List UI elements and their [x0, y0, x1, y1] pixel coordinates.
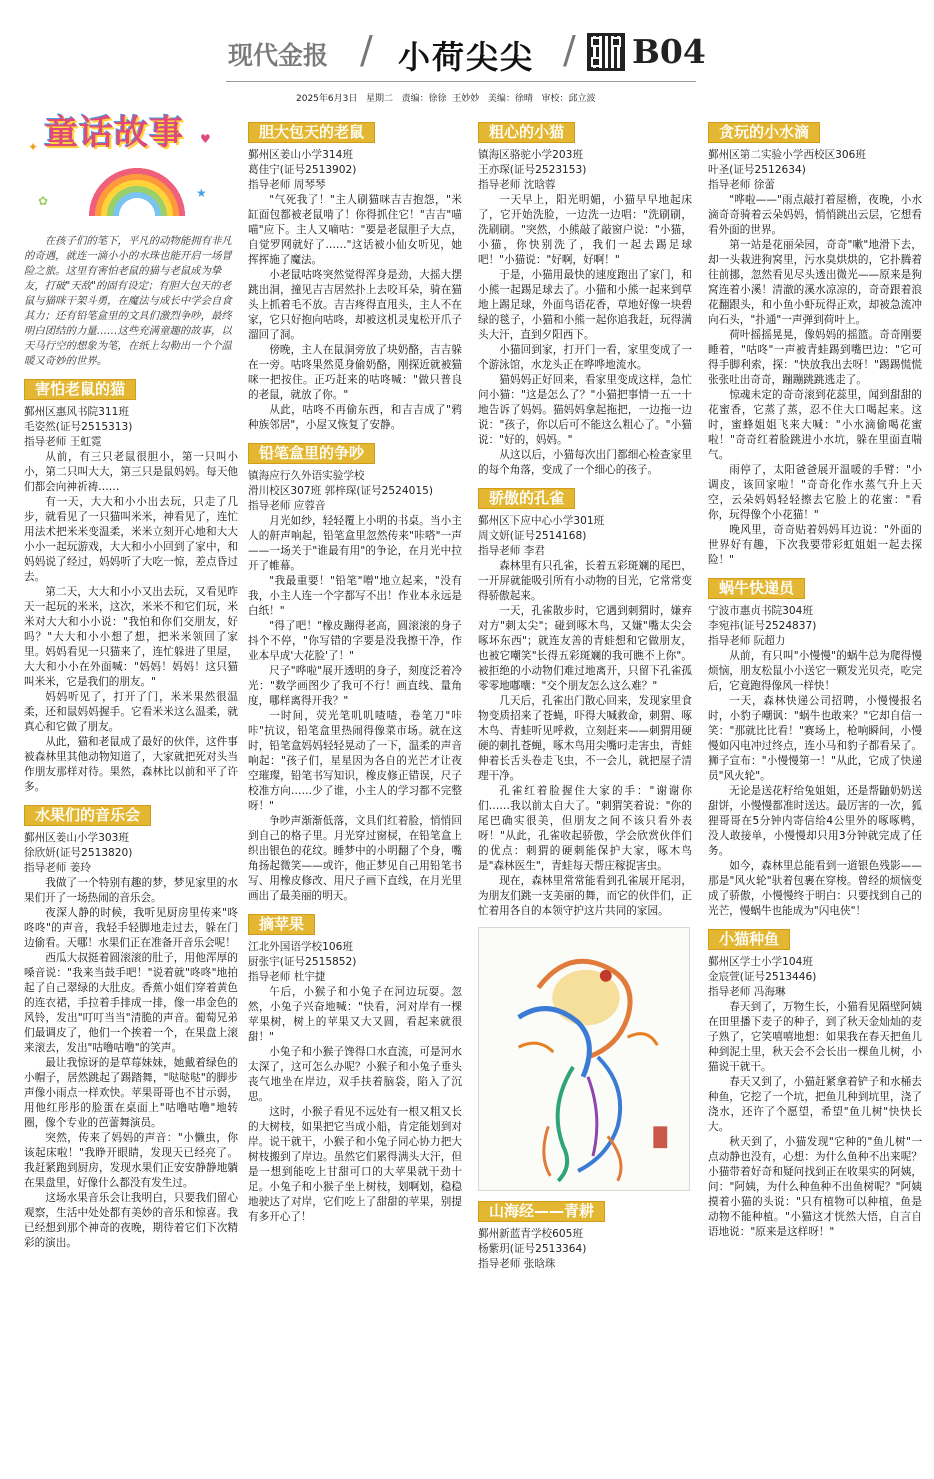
story-school: 鄞州区惠风书院311班	[24, 406, 129, 418]
story-paragraph: "得了吧！"橡皮蹦得老高，圆滚滚的身子抖个不停，"你写错的字要是没我擦干净，作业本早成'大花脸'了！"	[248, 620, 462, 662]
story-paragraph: 雨停了，太阳爸爸展开温暖的手臂："小调皮，该回家啦！"奇奇化作水蒸气升上天空，云朵妈妈轻轻擦去它脸上的花蜜："看你，玩得像个小花猫！"	[708, 464, 922, 521]
story-picking-apples	[248, 904, 462, 1225]
story-paragraph: 小猫回到家，打开门一看，家里变成了一个游泳馆，水龙头正在哗哗地流水。	[478, 344, 692, 371]
flower-icon: ✿	[38, 194, 49, 208]
story-cat-plants-fish	[708, 919, 922, 1240]
story-paragraph: 从前，有三只老鼠很胆小，第一只叫小小，第二只叫大大，第三只是鼠妈妈。每天他们都会向神祈祷……	[24, 451, 238, 493]
story-teacher: 指导老师 徐蕾	[708, 179, 775, 191]
star-icon: ★	[196, 186, 207, 200]
story-paragraph: 荷叶摇摇晃晃，像妈妈的摇篮。奇奇刚要睡着，"咕咚"一声被青蛙踢到嘴巴边："它可得手脚利索，探："快放我出去呀！"踢踢慌慌张张吐出奇奇，蹦蹦跳跳逃走了。	[708, 329, 922, 386]
story-paragraph: "我最重要！"铅笔"噌"地立起来，"没有我，小主人连一个字都写不出！作业本永远是白纸！"	[248, 575, 462, 617]
story-paragraph: 从此，咕咚不再偷东西，和吉吉成了"鸦种族邻居"，小屋又恢复了安静。	[248, 404, 462, 431]
story-paragraph: 这场水果音乐会让我明白，只要我们留心观察，生活中处处都有美妙的音乐和惊喜。我已经想到那个神奇的夜晚，期待着它们下次精彩的演出。	[24, 1192, 238, 1249]
story-title: 骄傲的孔雀	[478, 488, 575, 509]
story-paragraph: 小兔子和小猴子馋得口水直流，可是河水太深了，这可怎么办呢？小猴子和小兔子垂头丧气地坐在岸边，双手扶着脑袋，陷入了沉思。	[248, 1046, 462, 1103]
art-editor: 美编：徐晴	[487, 94, 533, 104]
story-teacher: 指导老师 王虹霓	[24, 436, 102, 448]
story-shanhaijing-qinggeng	[478, 1191, 692, 1272]
page-number: B04	[632, 32, 706, 71]
story-pencil-box	[248, 433, 462, 904]
story-title: 胆大包天的老鼠	[248, 122, 375, 143]
story-paragraph: 傍晚，主人在鼠洞旁放了块奶酪，吉吉躲在一旁。咕咚果然觅身偷奶酪，刚探近就被猫咪一把按住。正巧赶来的咕咚喊："做只普良的老鼠，就放了你。"	[248, 344, 462, 401]
rainbow-icon	[82, 160, 192, 216]
story-paragraph: "哗啦——"雨点敲打着屋檐，夜晚，小水滴奇奇骑着云朵妈妈，悄悄跳出云层，它想看看外面的世界。	[708, 194, 922, 236]
phoenix-illustration	[478, 927, 690, 1191]
story-paragraph: 最让我惊讶的是草莓妹妹，她戴着绿色的小帽子，居然跳起了踢踏舞，"哒哒哒"的脚步声像小雨点一样欢快。苹果哥哥也不甘示弱，用他红彤彤的脸蛋在桌面上"咕噜咕噜"地转圈，像个专业的芭蕾舞演员。	[24, 1057, 238, 1129]
story-title: 贪玩的小水滴	[708, 122, 820, 143]
story-paragraph: 小老鼠咕咚突然觉得浑身是劲，大摇大摆跳出洞，撞见吉吉居然扑上去咬耳朵，骑在猫头上抓着毛不放。吉吉疼得直甩头，主人不在家，它只好抱向咕咚，却被这机灵鬼松开爪子溜回了洞。	[248, 269, 462, 341]
story-paragraph: 一天早上，阳光明媚，小猫早早地起床了，它开始洗脸，一边洗一边唱："洗刷刷，洗刷刷。"突然，小熊敲了敲窗户说："小猫，小猫，你快别洗了，我们一起去踢足球吧！"小猫说："好啊，好啊！"	[478, 194, 692, 266]
story-school: 鄞州区姜山小学303班	[24, 832, 129, 844]
story-bold-mouse	[248, 112, 462, 433]
story-paragraph: 无论是送花籽给兔姐姐，还是帮鼬奶奶送甜饼，小慢慢都准时送达。最厉害的一次，狐狸哥哥在5分钟内寄信给4公里外的啄啄鸭，没人敢接单，小慢慢却只用3分钟就完成了任务。	[708, 785, 922, 857]
dateline	[296, 91, 596, 104]
column-1	[24, 113, 238, 1251]
story-teacher: 指导老师 冯海琳	[708, 986, 786, 998]
story-snail-courier	[708, 568, 922, 919]
story-paragraph: 有一天，大大和小小出去玩，只走了几步，就看见了一只猫叫米米，神看见了，连忙用法术把米米变温柔，米米立刻开心地和大大小小一起玩游戏，大大和小小回到了家中，和妈妈说了经过，妈妈听了大吃一惊，差点昏过去。	[24, 496, 238, 583]
story-paragraph: 现在，森林里常常能看到孔雀展开尾羽，为朋友们跳一支美丽的舞，而它的伙伴们，正忙着用各自的本领守护这片共同的家园。	[478, 875, 692, 917]
story-paragraph: 猫妈妈正好回来，看家里变成这样，急忙问小猫："这是怎么了？"小猫把事情一五一十地告诉了妈妈。猫妈妈拿起拖把，一边拖一边说："孩子，你以后可不能这么粗心了。"小猫说："好的，妈妈。"	[478, 374, 692, 446]
column-title: 童话故事	[44, 113, 184, 153]
column-intro: 在孩子们的笔下，平凡的动物能拥有非凡的奇遇，就连一滴小小的水珠也能开启一场冒险之旅。这里有害怕老鼠的猫与老鼠成为挚友，打破"天敌"的固有设定；有胆大包天的老鼠与猫咪干架斗勇，在魔法与成长中学会自食其力；还有铅笔盒里的文具们激烈争吵，最终明白团结的力量……这些充满童趣的故事，以天马行空的想象为笔，在纸上勾勒出一个个温暖又奇妙的世界。	[24, 235, 232, 367]
story-teacher: 指导老师 阮超力	[708, 635, 786, 647]
story-paragraph: 尺子"哗啦"展开透明的身子，刻度泛着冷光："数学画图少了我可不行！画直线、量角度，哪样离得开我？"	[248, 665, 462, 707]
story-teacher: 指导老师 杜宇捷	[248, 971, 326, 983]
story-teacher: 指导老师 周琴琴	[248, 179, 326, 191]
story-playful-droplet	[708, 112, 922, 568]
story-paragraph: 秋天到了，小猫发现"它种的"鱼儿树"一点动静也没有，心想：为什么鱼种不出来呢？小猫带着好奇和疑问找到正在收果实的阿姨，问："阿姨，为什么种鱼种不出鱼树呢？"阿姨摸着小猫的头说："只有植物可以种植，鱼是动物不能种植。"小猫这才恍然大悟，自言自语地说："原来是这样呀！"	[708, 1136, 922, 1238]
column-4	[708, 112, 922, 1240]
story-paragraph: 春天到了，万物生长，小猫看见隔壁阿姨在田里播下麦子的种子，到了秋天金灿灿的麦子熟了，它笑嘻嘻地想：如果我在春天把鱼儿种到泥土里，秋天会不会长出一棵鱼儿树，小猫说干就干。	[708, 1001, 922, 1073]
story-school: 鄞州区姜山小学314班	[248, 149, 353, 161]
story-paragraph: 孔雀红着脸握住大家的手："谢谢你们……我以前太自大了。"刺猬笑着说："你的尾巴确实很美，但朋友之间不该只看外表呀！"从此，孔雀收起骄傲，学会欣赏伙伴们的优点：刺猬的硬刺能保护大家，啄木鸟是"森林医生"，青蛙每天帮庄稼捉害虫。	[478, 785, 692, 872]
story-title: 山海经——青耕	[478, 1201, 605, 1222]
story-teacher: 指导老师 应蓉音	[248, 500, 326, 512]
qr-code-icon	[587, 33, 625, 71]
story-author: 叶圣(证号2512634)	[708, 164, 806, 176]
story-paragraph: 晚风里，奇奇贴着妈妈耳边说："外面的世界好有趣，下次我要带彩虹姐姐一起去探险！"	[708, 524, 922, 566]
heart-icon: ♥	[200, 132, 211, 146]
divider-slash: /	[360, 28, 373, 72]
story-paragraph: 森林里有只孔雀，长着五彩斑斓的尾巴，一开屏就能吸引所有小动物的目光，它常常变得骄傲起来。	[478, 560, 692, 602]
story-paragraph: 这时，小猴子看见不远处有一根又粗又长的大树枝，如果把它当成小船，肯定能划到对岸。说干就干，小猴子和小兔子同心协力把大树枝搬到了岸边。虽然它们累得满头大汗，但是一想到能吃上甘甜可口的大苹果就干劲十足。小兔子和小猴子坐上树枝，划啊划，稳稳地驶达了对岸，它们吃上了甜甜的苹果，别提有多开心了！	[248, 1106, 462, 1223]
story-author: 周文妍(证号2514168)	[478, 530, 587, 542]
story-paragraph: 第一站是花丽朵园，奇奇"嗽"地滑下去，却一头栽进狗窝里，污水臭烘烘的，它扑腾着往前挪，忽然看见尽头透出微光——原来是狗窝连着小溪！清澈的溪水凉凉的，奇奇跟着浪花翻跟头，和小鱼小虾玩得正欢，却被急流冲向石头，"扑通"一声弹到荷叶上。	[708, 239, 922, 326]
story-author: 王亦琛(证号2523153)	[478, 164, 587, 176]
weekday: 星期二	[365, 94, 393, 104]
story-scared-cat	[24, 369, 238, 795]
story-title: 小猫种鱼	[708, 929, 790, 950]
story-paragraph: 几天后，孔雀出门散心回来，发现家里食物变质招来了苍蝇，吓得大喊救命，刺猬、啄木鸟、青蛙听见呼救，立刻赶来——刺猬用硬硬的刺扎苍蝇，啄木鸟用尖嘴叼走害虫，青蛙伸着长舌头卷走飞虫，不一会儿，就把屋子清理干净。	[478, 695, 692, 782]
column-3	[478, 112, 692, 1272]
story-school: 鄞州区第二实验小学西校区306班	[708, 149, 866, 161]
phoenix-drawing	[479, 928, 689, 1190]
masthead-rule	[226, 81, 696, 82]
story-author: 滑川校区307班 郭梓琛(证号2524015)	[248, 485, 433, 497]
story-paragraph: 午后，小猴子和小兔子在河边玩耍。忽然，小兔子兴奋地喊："快看，河对岸有一棵苹果树，树上的苹果又大又圆，看起来就很甜！"	[248, 986, 462, 1043]
story-school: 鄞州新蓝青学校605班	[478, 1228, 583, 1240]
story-author: 金宸萱(证号2513446)	[708, 971, 817, 983]
story-paragraph: 争吵声渐渐低落，文具们红着脸，悄悄回到自己的格子里。月光穿过窗棂，在铅笔盒上织出银色的花纹。睡梦中的小明翻了个身，嘴角扬起微笑——或许，他正梦见自己用铅笔书写、用橡皮修改、用尺子画下直线，在月光里画出了最美丽的明天。	[248, 815, 462, 902]
story-paragraph: 妈妈听见了，打开了门，米米果然很温柔，还和鼠妈妈握手。它看米米这么温柔，就真心和它做了朋友。	[24, 691, 238, 733]
story-teacher: 指导老师 张晗珠	[478, 1258, 556, 1270]
story-title: 摘苹果	[248, 914, 315, 935]
story-school: 江北外国语学校106班	[248, 941, 353, 953]
column-2	[248, 112, 462, 1225]
editor: 责编：徐徐	[401, 94, 447, 104]
story-paragraph: 夜深人静的时候，我听见厨房里传来"咚咚咚"的声音，我轻手轻脚地走过去，躲在门边偷看。天哪！水果们正在准备开音乐会呢！	[24, 907, 238, 949]
story-title: 粗心的小猫	[478, 122, 575, 143]
story-school: 鄞州区下应中心小学301班	[478, 515, 605, 527]
story-school: 宁波市惠贞书院304班	[708, 605, 813, 617]
story-proud-peacock	[478, 478, 692, 919]
story-paragraph: 春天又到了，小猫赶紧拿着铲子和水桶去种鱼，它挖了一个坑，把鱼儿种到坑里，浇了浇水，还许了个愿望，希望"鱼儿树"快快长大。	[708, 1076, 922, 1133]
story-author: 徐欣妍(证号2513820)	[24, 847, 133, 859]
story-school: 镇海区骆驼小学203班	[478, 149, 583, 161]
divider-slash: /	[563, 28, 576, 72]
story-author: 厨张宇(证号2515852)	[248, 956, 357, 968]
story-paragraph: 惊魂未定的奇奇滚到花蕊里，闻到甜甜的花蜜香，它蒸了蒸，忍不住大口喝起来。这时，蜜蜂姐姐飞来大喊："小水滴偷喝花蜜啦！"奇奇红着脸跳进小水坑，躲在里面直喘气。	[708, 389, 922, 461]
story-paragraph: 第二天，大大和小小又出去玩，又看见昨天一起玩的米米，这次，米米不和它们玩，米米对大大和小小说："我怕和你们交朋友，好吗？"大大和小小想了想，把米米领回了家里。妈妈看见一只猫来了，连忙躲进了里屋，大大和小小在外面喊："妈妈！妈妈！这只猫叫米米，它是我们的朋友。"	[24, 586, 238, 688]
story-paragraph: "气死我了！"主人刷猫咪吉吉抱怨，"米缸面包都被老鼠啃了！你得抓住它！"吉吉"喵喵"应下。主人又嘀咕："要是老鼠胆子大点，自觉罗网就好了……"这话被小仙女听见，她挥挥施了魔法。	[248, 194, 462, 266]
story-paragraph: 从此，猫和老鼠成了最好的伙伴，这件事被森林里其他动物知道了，大家就把死对头当作朋友那样对待。果然，森林比以前和平了许多。	[24, 736, 238, 793]
story-title: 铅笔盒里的争吵	[248, 443, 375, 464]
story-title: 水果们的音乐会	[24, 805, 151, 826]
story-school: 镇海应行久外语实验学校	[248, 470, 365, 482]
story-teacher: 指导老师 姜玲	[24, 862, 91, 874]
story-paragraph: 我做了一个特别有趣的梦，梦见家里的水果们开了一场热闹的音乐会。	[24, 877, 238, 904]
date: 2025年6月3日	[296, 94, 358, 104]
story-paragraph: 从前，有只叫"小慢慢"的蜗牛总为爬得慢烦恼，朋友松鼠小小送它一颗发光贝壳，吃完后，它竟跑得像风一样快！	[708, 650, 922, 692]
section-title: 小荷尖尖	[398, 38, 535, 76]
story-author: 李宛祎(证号2524837)	[708, 620, 817, 632]
story-careless-cat	[478, 112, 692, 478]
story-teacher: 指导老师 李君	[478, 545, 545, 557]
story-school: 鄞州区学士小学104班	[708, 956, 813, 968]
designer: 王妙妙	[452, 94, 480, 104]
story-paragraph: 突然，传来了妈妈的声音："小懒虫，你该起床啦！"我睁开眼睛，发现天已经亮了。我赶紧跑到厨房，发现水果们正安安静静地躺在果盘里，好像什么都没有发生过。	[24, 1132, 238, 1189]
story-paragraph: 从这以后，小猫每次出门都细心检查家里的每个角落，变成了一个细心的孩子。	[478, 449, 692, 476]
story-paragraph: 月光如纱，轻轻覆上小明的书桌。当小主人的鼾声响起，铅笔盒里忽然传来"咔嗒"一声——一场关于"谁最有用"的争论，在月光中拉开了帷幕。	[248, 515, 462, 572]
story-author: 毛姿然(证号2515313)	[24, 421, 133, 433]
story-title: 蜗牛快递员	[708, 578, 805, 599]
story-paragraph: 一时间，荧光笔叽叽喳喳，卷笔刀"咔咔"抗议，铅笔盒里热闹得像菜市场。就在这时，铅笔盒妈妈轻轻晃动了一下，温柔的声音响起："孩子们，星星因为各自的光芒才让夜空璀璨，铅笔书写知识，橡皮修正错误，尺子校准方向……少了谁，小主人的学习都不完整呀！"	[248, 710, 462, 812]
story-title: 害怕老鼠的猫	[24, 379, 136, 400]
story-author: 杨紫玥(证号2513364)	[478, 1243, 587, 1255]
story-author: 葛佳宁(证号2513902)	[248, 164, 357, 176]
newspaper-name: 现代金报	[228, 41, 329, 70]
story-paragraph: 一天，森林快递公司招聘，小慢慢报名时，小豹子嘲讽："蜗牛也敢来？"它却自信一笑："那就比比看！"赛场上，枪响瞬间，小慢慢如闪电冲过终点，连小马和豹子都看呆了。狮子宣布："小慢慢第一！"从此，它成了快递员"风火轮"。	[708, 695, 922, 782]
masthead	[0, 0, 934, 112]
star-icon: ✦	[28, 140, 39, 154]
story-paragraph: 于是，小猫用最快的速度跑出了家门，和小熊一起踢足球去了。小猫和小熊一起来到草地上踢足球，外面鸟语花香，草地好像一块碧绿的毯子，小猫和小熊一起你追我赶，玩得满头大汗，直到夕阳西下。	[478, 269, 692, 341]
story-fruit-concert	[24, 795, 238, 1251]
proofreader: 审校：邱立波	[541, 94, 596, 104]
story-paragraph: 西瓜大叔挺着圆滚滚的肚子，用他浑厚的嗓音说："我来当鼓手吧！"说着就"咚咚"地拍起了自己翠绿的大肚皮。香蕉小姐们穿着黄色的连衣裙，手拉着手排成一排，像一串金色的风铃，发出"叮叮当当"清脆的声音。葡萄兄弟们最调皮了，他们一个挨着一个，在果盘上滚来滚去，发出"咕噜咕噜"的笑声。	[24, 952, 238, 1054]
story-paragraph: 一天，孔雀散步时，它遇到刺猬时，嫌弃对方"刺太尖"；碰到啄木鸟，又嫌"嘴太尖会啄坏东西"；就连友善的青蛙想和它做朋友，也被它嘲笑"长得五彩斑斓的我可瞧不上你"。被拒绝的小动物们难过地离开，只留下孔雀孤零零地嘟囔："交个朋友怎么这么难？"	[478, 605, 692, 692]
story-teacher: 指导老师 沈晗蓉	[478, 179, 556, 191]
story-paragraph: 如今，森林里总能看到一道银色残影——那是"风火轮"驮着包裹在穿梭。曾经的烦恼变成了骄傲，小慢慢终于明白：只要找到自己的光芒，慢蜗牛也能成为"闪电侠"！	[708, 860, 922, 917]
column-logo	[24, 113, 238, 232]
